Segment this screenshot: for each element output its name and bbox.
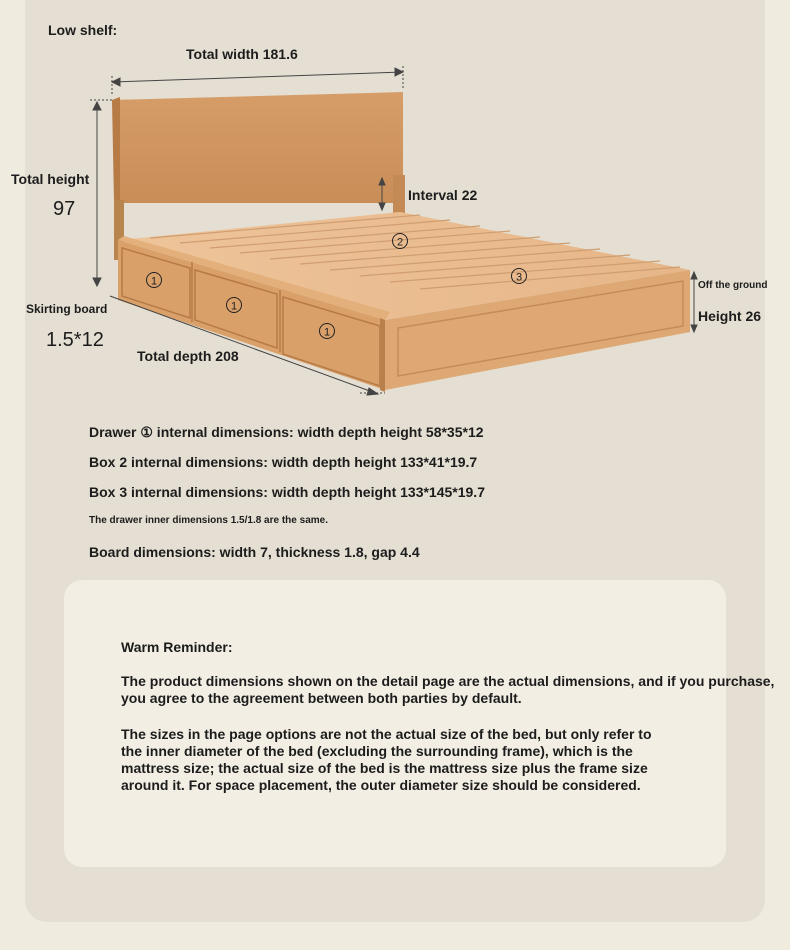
svg-text:2: 2 bbox=[396, 236, 404, 249]
interval-label: Interval 22 bbox=[408, 187, 478, 203]
total-height-label: Total height bbox=[11, 171, 90, 187]
reminder-title: Warm Reminder: bbox=[121, 639, 233, 655]
off-ground-label: Off the ground bbox=[698, 280, 768, 291]
reminder-paragraph-1: The product dimensions shown on the detail page are the actual dimensions, and if you purchase, you agree to the agreement between both parties by default. bbox=[121, 673, 775, 706]
box2-spec: Box 2 internal dimensions: width depth height 133*41*19.7 bbox=[89, 454, 478, 470]
box3-spec: Box 3 internal dimensions: width depth height 133*145*19.7 bbox=[89, 484, 485, 500]
total-width-label: Total width 181.6 bbox=[186, 46, 298, 62]
svg-text:1: 1 bbox=[150, 275, 158, 288]
svg-text:3: 3 bbox=[515, 271, 523, 284]
skirting-board-label: Skirting board bbox=[26, 302, 108, 316]
height-label: Height 26 bbox=[698, 308, 762, 324]
total-height-value: 97 bbox=[53, 198, 76, 220]
svg-text:1: 1 bbox=[230, 300, 238, 313]
svg-text:1: 1 bbox=[323, 326, 331, 339]
board-spec: Board dimensions: width 7, thickness 1.8, gap 4.4 bbox=[89, 544, 420, 560]
drawer-note: The drawer inner dimensions 1.5/1.8 are the same. bbox=[89, 515, 328, 526]
total-depth-label: Total depth 208 bbox=[137, 348, 239, 364]
bed-dimension-diagram bbox=[0, 0, 790, 410]
low-shelf-label: Low shelf: bbox=[48, 22, 118, 38]
drawer-spec: Drawer ① internal dimensions: width depth height 58*35*12 bbox=[89, 424, 484, 440]
reminder-paragraph-2: The sizes in the page options are not the actual size of the bed, but only refer to the inner diameter of the bed (excluding the surrounding frame), which is the mattress size; the actual size of the bed is the mattress size plus the frame size around it. For space placement, the outer diameter size should be considered. bbox=[121, 726, 652, 793]
warm-reminder-card bbox=[64, 580, 775, 867]
skirting-board-value: 1.5*12 bbox=[46, 329, 104, 351]
